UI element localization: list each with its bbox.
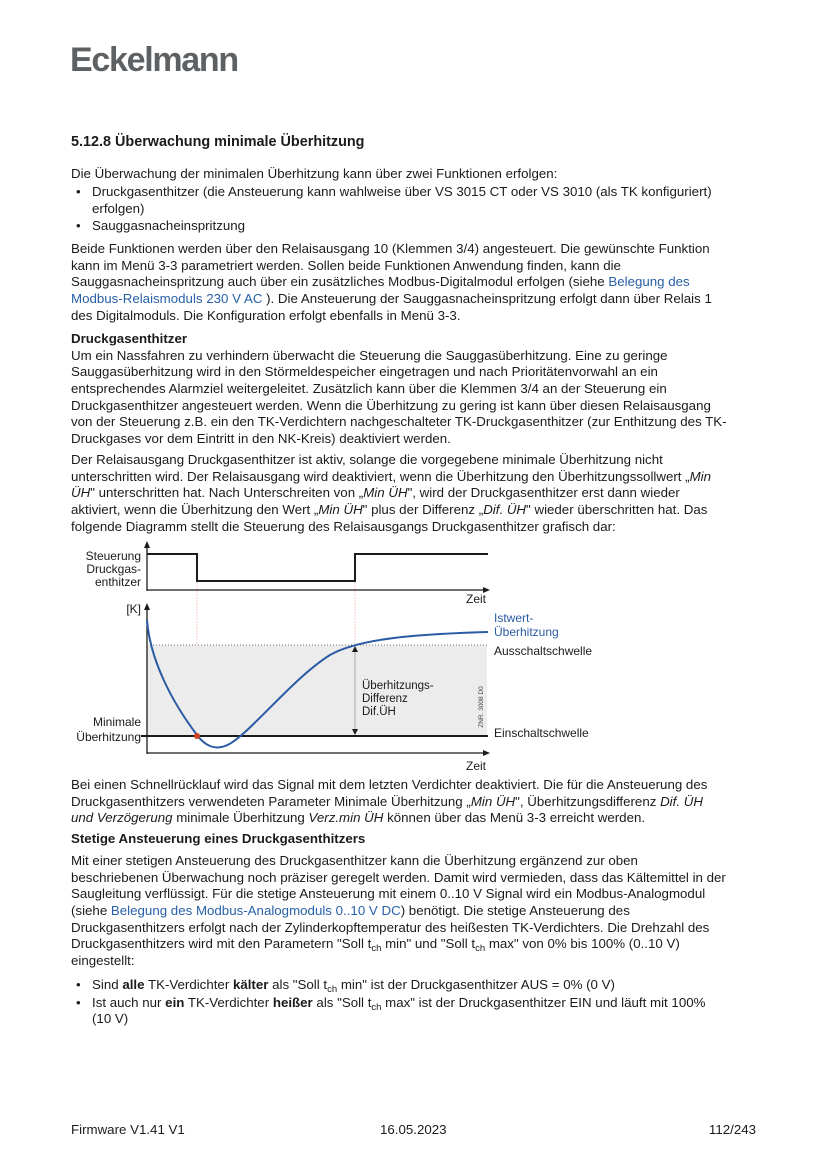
druckgasenthitzer-section [71, 331, 727, 448]
min-label-line-1: Minimale [92, 715, 141, 729]
subscript: ch [475, 943, 486, 955]
unit-label: [K] [126, 602, 141, 616]
difference-label-line-2: Differenz [362, 693, 408, 705]
text-span: ", Überhitzungsdifferenz [515, 793, 661, 809]
text-span: ) benötigt. Die stetige Ansteuerung des [400, 903, 630, 919]
text-line [71, 886, 726, 903]
text-span: Druckgasenthitzers verwendeten Parameter Minimale Überhitzung „ [71, 793, 471, 809]
bullet-icon: • [76, 218, 81, 234]
on-threshold-label: Einschaltschwelle [494, 726, 589, 740]
bullet-icon: • [76, 184, 81, 199]
signal-y-axis-arrow [144, 541, 150, 548]
bold-text: heißer [272, 994, 313, 1010]
text-line [71, 853, 726, 870]
text-span: Druckgasenthitzers wird mit den Parametern "Soll t [71, 936, 372, 952]
time-label-bottom: Zeit [465, 759, 486, 773]
text-line [92, 218, 712, 235]
bullet-icon: • [76, 994, 81, 1010]
text-span: Beide Funktionen werden über den Relaisausgang 10 (Klemmen 3/4) angesteuert. Die gewünschte Funktion [71, 241, 710, 256]
min-label-line-2: Überhitzung [76, 730, 141, 744]
text-line [71, 431, 727, 448]
text-span: Um ein Nassfahren zu verhindern überwacht die Steuerung die Sauggasüberhitzung. Eine zu geringe [71, 347, 668, 363]
cross-reference-link[interactable]: Belegung des Modbus-Analogmoduls 0..10 V DC [110, 903, 401, 919]
text-span: minimale Überhitzung [172, 810, 309, 826]
text-line [71, 936, 726, 953]
text-line [92, 201, 712, 218]
superheat-y-axis-arrow [144, 603, 150, 610]
text-span: Die Überwachung der minimalen Überhitzung kann über zwei Funktionen erfolgen: [71, 166, 558, 181]
text-span: beschriebenen Überwachung noch präziser geregelt werden. Damit wird vermieden, dass das Kältemittel in der [71, 869, 726, 885]
bold-text: ein [165, 994, 185, 1010]
signal-label-line-1: Steuerung [85, 549, 141, 563]
text-span: Druckgasenthitzer angesteuert werden. Wenn die Überhitzung zu gering ist kann über diesen Relaisausgang [71, 397, 711, 413]
bold-text: alle [122, 977, 145, 992]
text-span: unterschritten wird. Der Relaisausgang wird deaktiviert, wenn die Überhitzung den Überhitzungssollwert „ [71, 468, 690, 484]
text-line [71, 920, 726, 937]
off-threshold-label: Ausschaltschwelle [494, 644, 593, 658]
text-line [71, 274, 712, 291]
bold-text: kälter [232, 977, 269, 992]
superheat-control-diagram [60, 538, 620, 778]
text-line [71, 777, 707, 794]
text-span: aktiviert, wenn die Überhitzung den Wert „ [71, 502, 319, 518]
section-heading: 5.12.8 Überwachung minimale Überhitzung [71, 134, 365, 150]
text-span: eingestellt: [71, 953, 135, 969]
text-span: Der Relaisausgang Druckgasenthitzer ist aktiv, solange die vorgegebene minimale Überhitzung nicht [71, 452, 663, 467]
subscript: ch [371, 1001, 382, 1013]
function-list [71, 184, 712, 236]
text-line [71, 870, 726, 887]
parameter-name: Min ÜH [470, 793, 516, 809]
drawing-number: ZNR. 3008 D0 [478, 686, 485, 728]
text-span: ", wird der Druckgasenthitzer erst dann wieder [407, 485, 680, 501]
text-line [71, 469, 711, 486]
text-span: Sind [92, 977, 123, 992]
text-line [92, 977, 705, 994]
parameter-name: ÜH [71, 485, 91, 501]
text-span: Mit einer stetigen Ansteuerung des Druckgasenthitzer kann die Überhitzung ergänzend zur oben [71, 853, 638, 868]
footer-firmware: Firmware V1.41 V1 [71, 1122, 185, 1137]
difference-label-line-3: Dif.ÜH [362, 706, 396, 718]
hysteresis-band [147, 645, 487, 736]
signal-label-line-2: Druckgas- [86, 562, 141, 576]
text-span: können über das Menü 3-3 erreicht werden. [383, 810, 646, 826]
text-span: als "Soll t [268, 977, 328, 992]
text-span: Sauggasüberhitzung wird in den Störmeldespeicher eingetragen und nach Prioritätenvorwahl an ein [71, 364, 658, 380]
parameter-name: Min [689, 468, 712, 484]
parameter-name: und Verzögerung [71, 810, 173, 826]
switch-off-point [194, 733, 200, 739]
text-line [71, 166, 557, 183]
text-span: Sauggasnacheinspritzung [92, 218, 246, 234]
text-span: TK-Verdichter [144, 977, 233, 992]
superheat-x-axis-arrow [483, 750, 490, 756]
text-span: Saugleitung verflüssigt. Für die stetige Ansteuerung mit einem 0..10 V Signal wird ein Modbus-Analogmodul [71, 886, 706, 902]
subheading-druckgasenthitzer: Druckgasenthitzer [71, 331, 188, 346]
text-span: Sauggasnacheinspritzung auch über ein zusätzliches Modbus-Digitalmodul erfolgen (siehe [71, 274, 609, 290]
text-line [71, 810, 707, 827]
text-span: (10 V) [92, 1011, 129, 1027]
text-line [71, 953, 726, 970]
text-span: " plus der Differenz „ [362, 502, 484, 518]
text-line [92, 1011, 705, 1028]
text-span: entsprechendes Alarmziel weitergeleitet. Zusätzlich kann über die Klemmen 3/4 an der Steuerung ein [71, 381, 667, 397]
text-span: als "Soll t [312, 994, 372, 1010]
text-span: folgende Diagramm stellt die Steuerung des Relaisausgangs Druckgasenthitzer grafisch dar: [71, 518, 616, 534]
text-span: " wieder überschritten hat. Das [526, 502, 708, 518]
text-span: max" ist der Druckgasenthitzer EIN und läuft mit 100% [381, 994, 706, 1010]
text-line [71, 308, 712, 325]
difference-label-line-1: Überhitzungs- [362, 680, 434, 692]
text-line [92, 995, 705, 1012]
footer-date: 16.05.2023 [380, 1122, 447, 1137]
continuous-control-paragraph [71, 853, 726, 970]
eckelmann-logo: Eckelmann [70, 41, 238, 79]
bullet-icon: • [76, 977, 81, 992]
subheading-stetige-ansteuerung: Stetige Ansteuerung eines Druckgasenthitzers [71, 831, 366, 846]
text-span: ). Die Ansteuerung der Sauggasnacheinspritzung erfolgt dann über Relais 1 [262, 291, 712, 307]
signal-label-line-3: enthitzer [94, 575, 141, 589]
text-line [71, 452, 711, 469]
text-line [71, 241, 712, 258]
list-item [71, 218, 712, 235]
relay-active-paragraph [71, 452, 711, 535]
text-line [71, 485, 711, 502]
subscript: ch [371, 943, 382, 955]
text-span: Ist auch nur [92, 994, 166, 1010]
text-line [71, 414, 727, 431]
parameter-name: Verz.min ÜH [308, 810, 384, 826]
text-line [71, 502, 711, 519]
subscript: ch [327, 984, 338, 995]
text-span: Bei einen Schnellrücklauf wird das Signal mit dem letzten Verdichter deaktiviert. Die für die Ansteuerung des [71, 777, 708, 792]
text-span: Druckgasenthitzers erfolgt nach der Zylinderkopftemperatur des heißesten TK-Verdichters. Die Drehzahl des [71, 919, 710, 935]
fast-return-paragraph [71, 777, 707, 827]
text-line [71, 258, 712, 275]
text-span: max" von 0% bis 100% (0..10 V) [485, 936, 680, 952]
intro-paragraph [71, 166, 557, 183]
parameter-name: Min ÜH [318, 502, 363, 518]
text-line [71, 903, 726, 920]
actual-label-line-2: Überhitzung [494, 625, 559, 639]
text-span: min" und "Soll t [381, 936, 476, 952]
parameter-name: Dif. ÜH [660, 793, 703, 809]
text-span: min" ist der Druckgasenthitzer AUS = 0% (0 V) [337, 977, 615, 992]
text-line [71, 519, 711, 536]
text-line [71, 398, 727, 415]
text-span: (siehe [71, 903, 111, 919]
text-span: erfolgen) [92, 200, 145, 216]
rules-list [71, 977, 705, 1029]
text-span: Druckgases vor dem Eintritt in den NK-Kreis) deaktiviert werden. [71, 431, 451, 447]
text-span: des Digitalmoduls. Die Konfiguration erfolgt ebenfalls in Menü 3-3. [71, 307, 461, 323]
list-item [71, 977, 705, 994]
text-line [92, 184, 712, 201]
cross-reference-link[interactable]: Belegung des [608, 274, 690, 290]
list-item [71, 995, 705, 1028]
text-line [71, 291, 712, 308]
text-span: von der Steuerung z.B. ein den TK-Verdichtern nachgeschalteter TK-Druckgasenthitzer (zur Enthitzung des TK- [71, 414, 727, 430]
list-item [71, 184, 712, 217]
relay-paragraph [71, 241, 712, 324]
cross-reference-link[interactable]: Modbus-Relaismoduls 230 V AC [71, 291, 263, 307]
parameter-name: Min ÜH [363, 485, 408, 501]
parameter-name: Dif. ÜH [483, 502, 527, 518]
actual-label-line-1: Istwert- [494, 611, 534, 625]
text-span: " unterschritten hat. Nach Unterschreiten von „ [90, 485, 364, 501]
time-label-top: Zeit [465, 592, 486, 606]
text-span: TK-Verdichter [184, 994, 273, 1010]
footer-page-number: 112/243 [708, 1122, 756, 1137]
text-line [71, 348, 727, 365]
text-span: kann im Menü 3-3 parametriert werden. Sollen beide Funktionen Anwendung finden, kann die [71, 257, 621, 273]
text-line [71, 794, 707, 811]
relay-signal-line [147, 554, 488, 581]
text-span: Druckgasenthitzer (die Ansteuerung kann wahlweise über VS 3015 CT oder VS 3010 (als TK konfiguriert) [92, 184, 712, 199]
text-line [71, 381, 727, 398]
text-line [71, 364, 727, 381]
druckgasenthitzer-paragraph [71, 348, 727, 448]
